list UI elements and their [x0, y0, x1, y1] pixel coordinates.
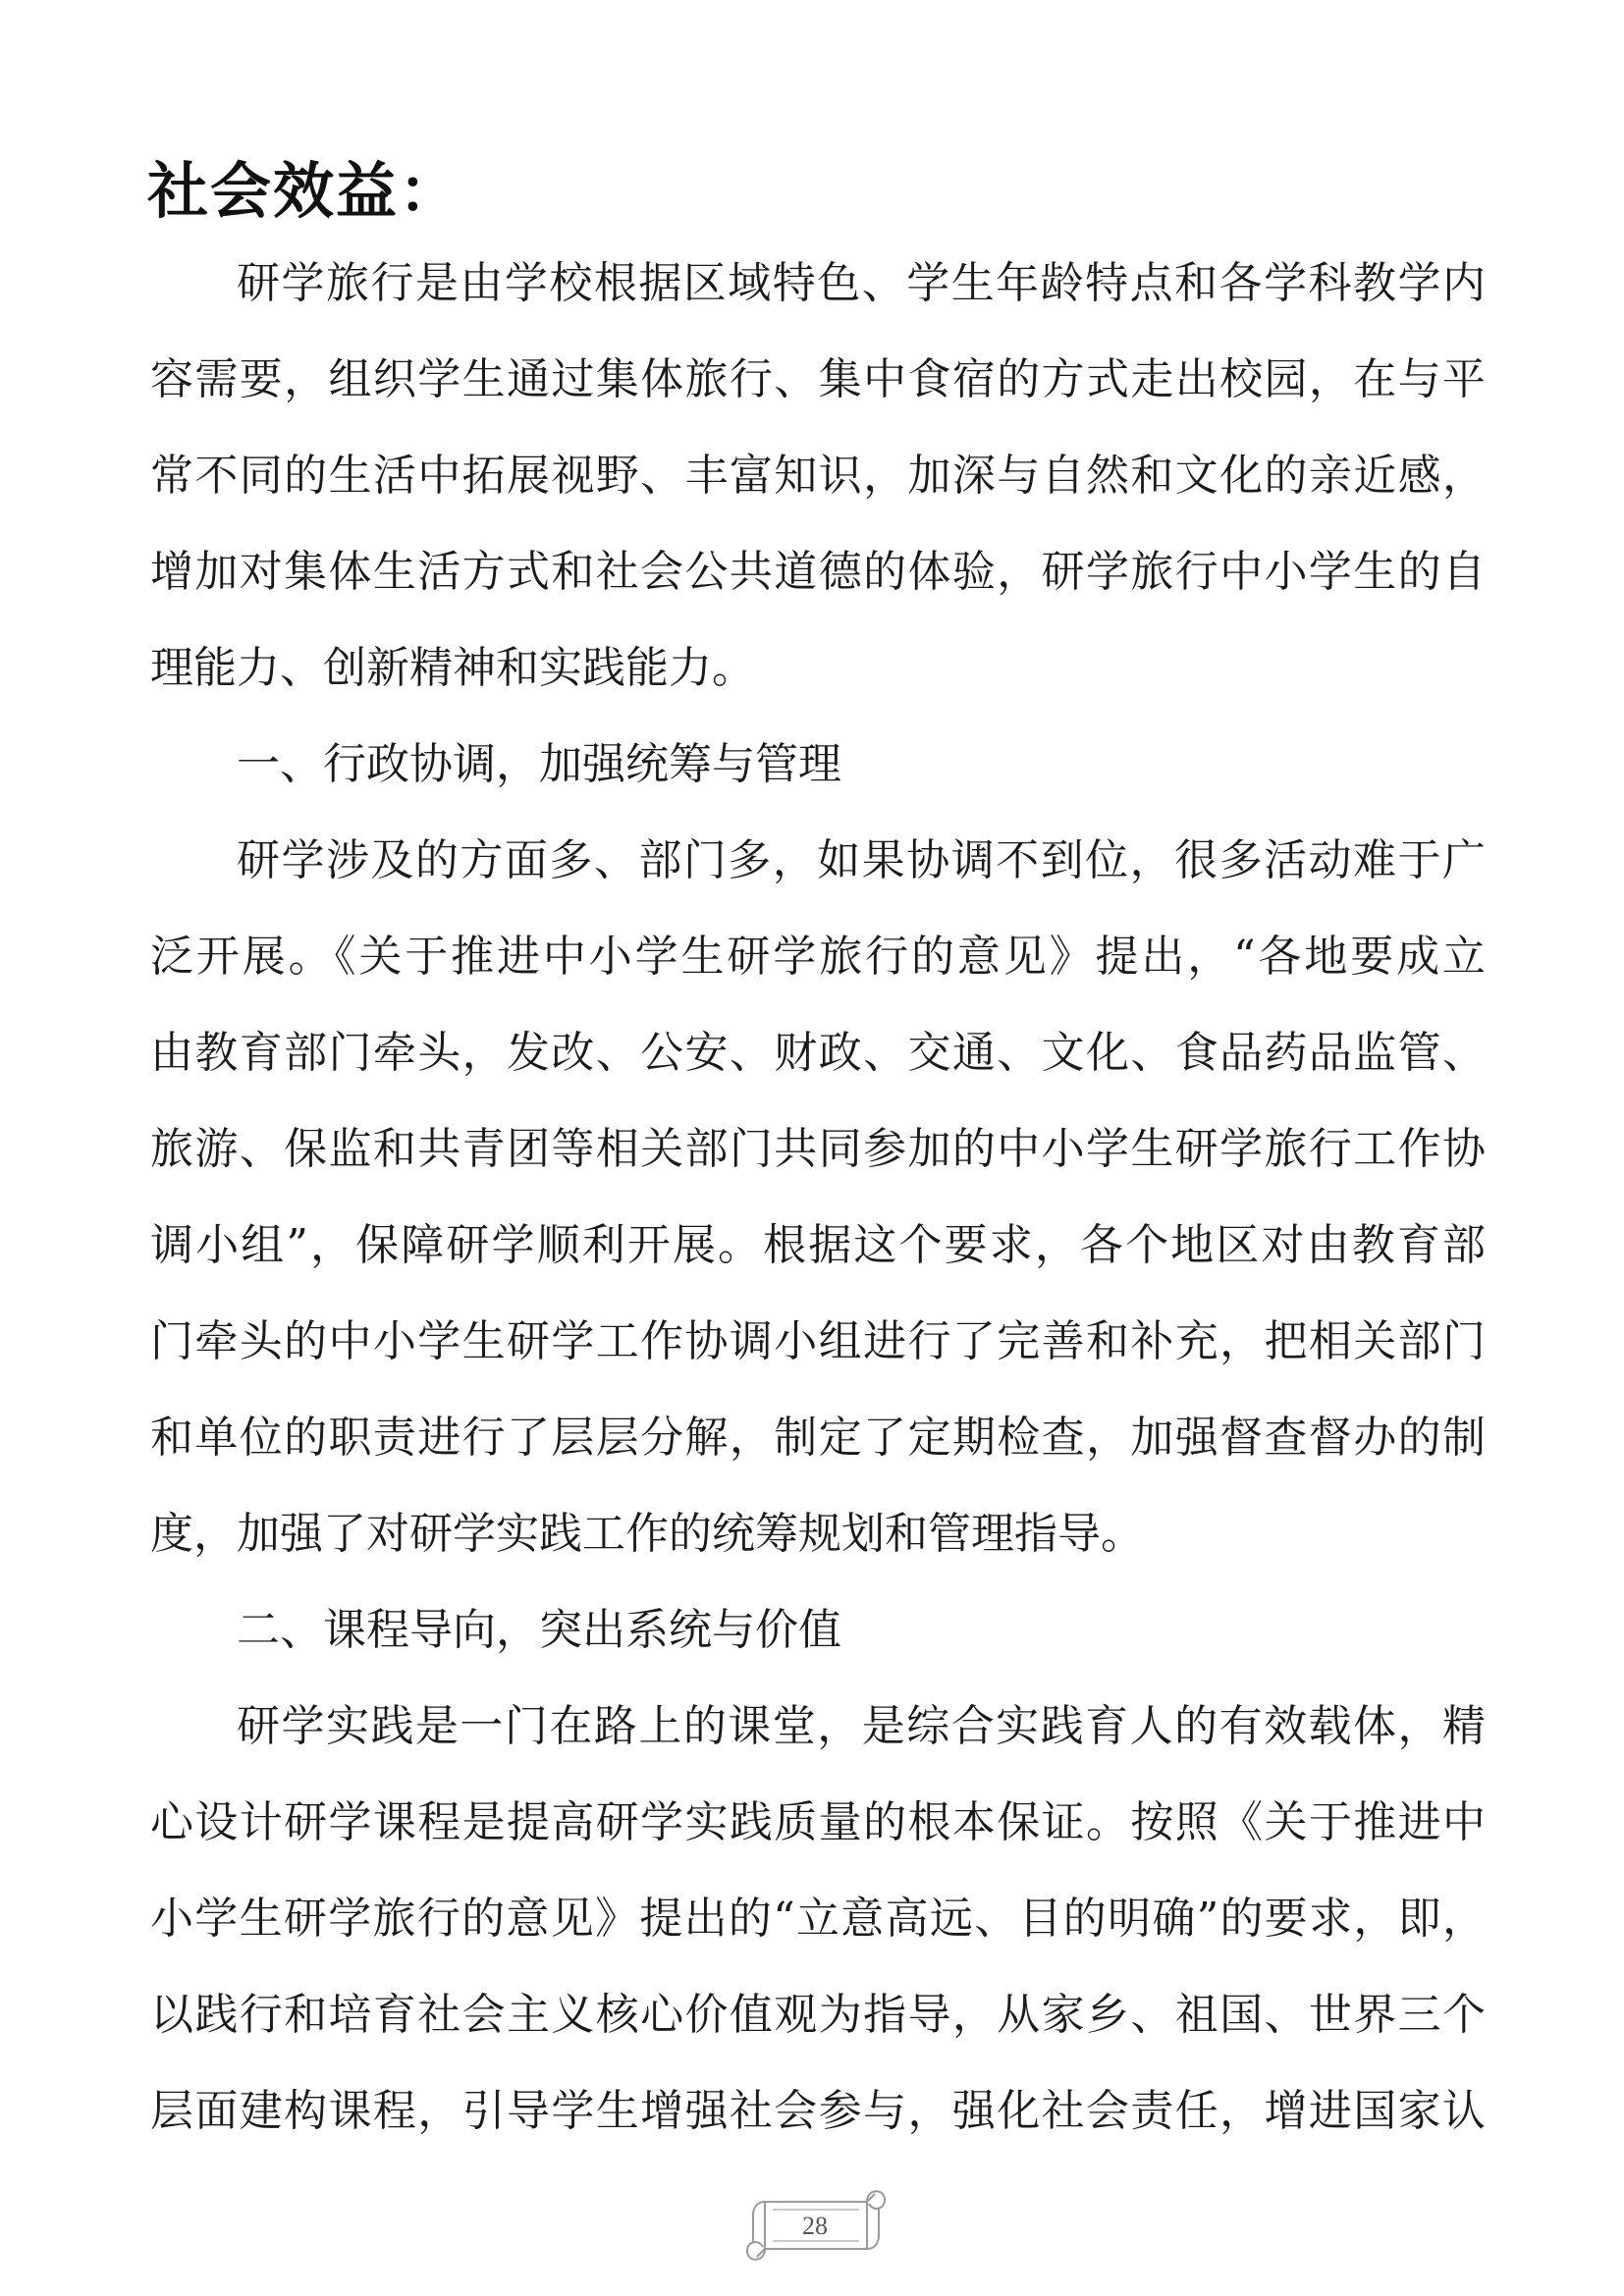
text-line: 常不同的生活中拓展视野、丰富知识，加深与自然和文化的亲近感， — [150, 451, 1486, 501]
text-line: 研学旅行是由学校根据区域特色、学生年龄特点和各学科教学内 — [237, 258, 1486, 308]
text-line: 和单位的职责进行了层层分解，制定了定期检查，加强督查督办的制 — [150, 1413, 1486, 1463]
text-line: 增加对集体生活方式和社会公共道德的体验，研学旅行中小学生的自 — [150, 547, 1486, 597]
text-line: 一、行政协调，加强统筹与管理 — [237, 739, 841, 789]
document-body — [150, 236, 1486, 2160]
text-line: 旅游、保监和共青团等相关部门共同参加的中小学生研学旅行工作协 — [150, 1124, 1486, 1174]
text-line: 以践行和培育社会主义核心价值观为指导，从家乡、祖国、世界三个 — [150, 1990, 1486, 2040]
text-line: 泛开展。《关于推进中小学生研学旅行的意见》提出，“各地要成立 — [150, 932, 1486, 982]
text-line: 层面建构课程，引导学生增强社会参与，强化社会责任，增进国家认 — [150, 2086, 1486, 2136]
text-line: 由教育部门牵头，发改、公安、财政、交通、文化、食品药品监管、 — [150, 1028, 1486, 1078]
text-line: 研学涉及的方面多、部门多，如果协调不到位，很多活动难于广 — [237, 835, 1486, 885]
text-line: 调小组”，保障研学顺利开展。根据这个要求，各个地区对由教育部 — [150, 1220, 1486, 1270]
text-line: 小学生研学旅行的意见》提出的“立意高远、目的明确”的要求，即， — [150, 1894, 1486, 1944]
text-line: 门牵头的中小学生研学工作协调小组进行了完善和补充，把相关部门 — [150, 1316, 1486, 1366]
text-line: 理能力、创新精神和实践能力。 — [150, 643, 755, 693]
page-number: 28 — [802, 2212, 828, 2240]
text-line: 容需要，组织学生通过集体旅行、集中食宿的方式走出校园，在与平 — [150, 354, 1486, 404]
text-line: 二、课程导向，突出系统与价值 — [237, 1605, 841, 1655]
text-line: 心设计研学课程是提高研学实践质量的根本保证。按照《关于推进中 — [150, 1797, 1486, 1847]
section-heading: 社会效益： — [147, 155, 462, 227]
text-line: 研学实践是一门在路上的课堂，是综合实践育人的有效载体，精 — [237, 1701, 1486, 1751]
text-line: 度，加强了对研学实践工作的统筹规划和管理指导。 — [150, 1509, 1144, 1559]
